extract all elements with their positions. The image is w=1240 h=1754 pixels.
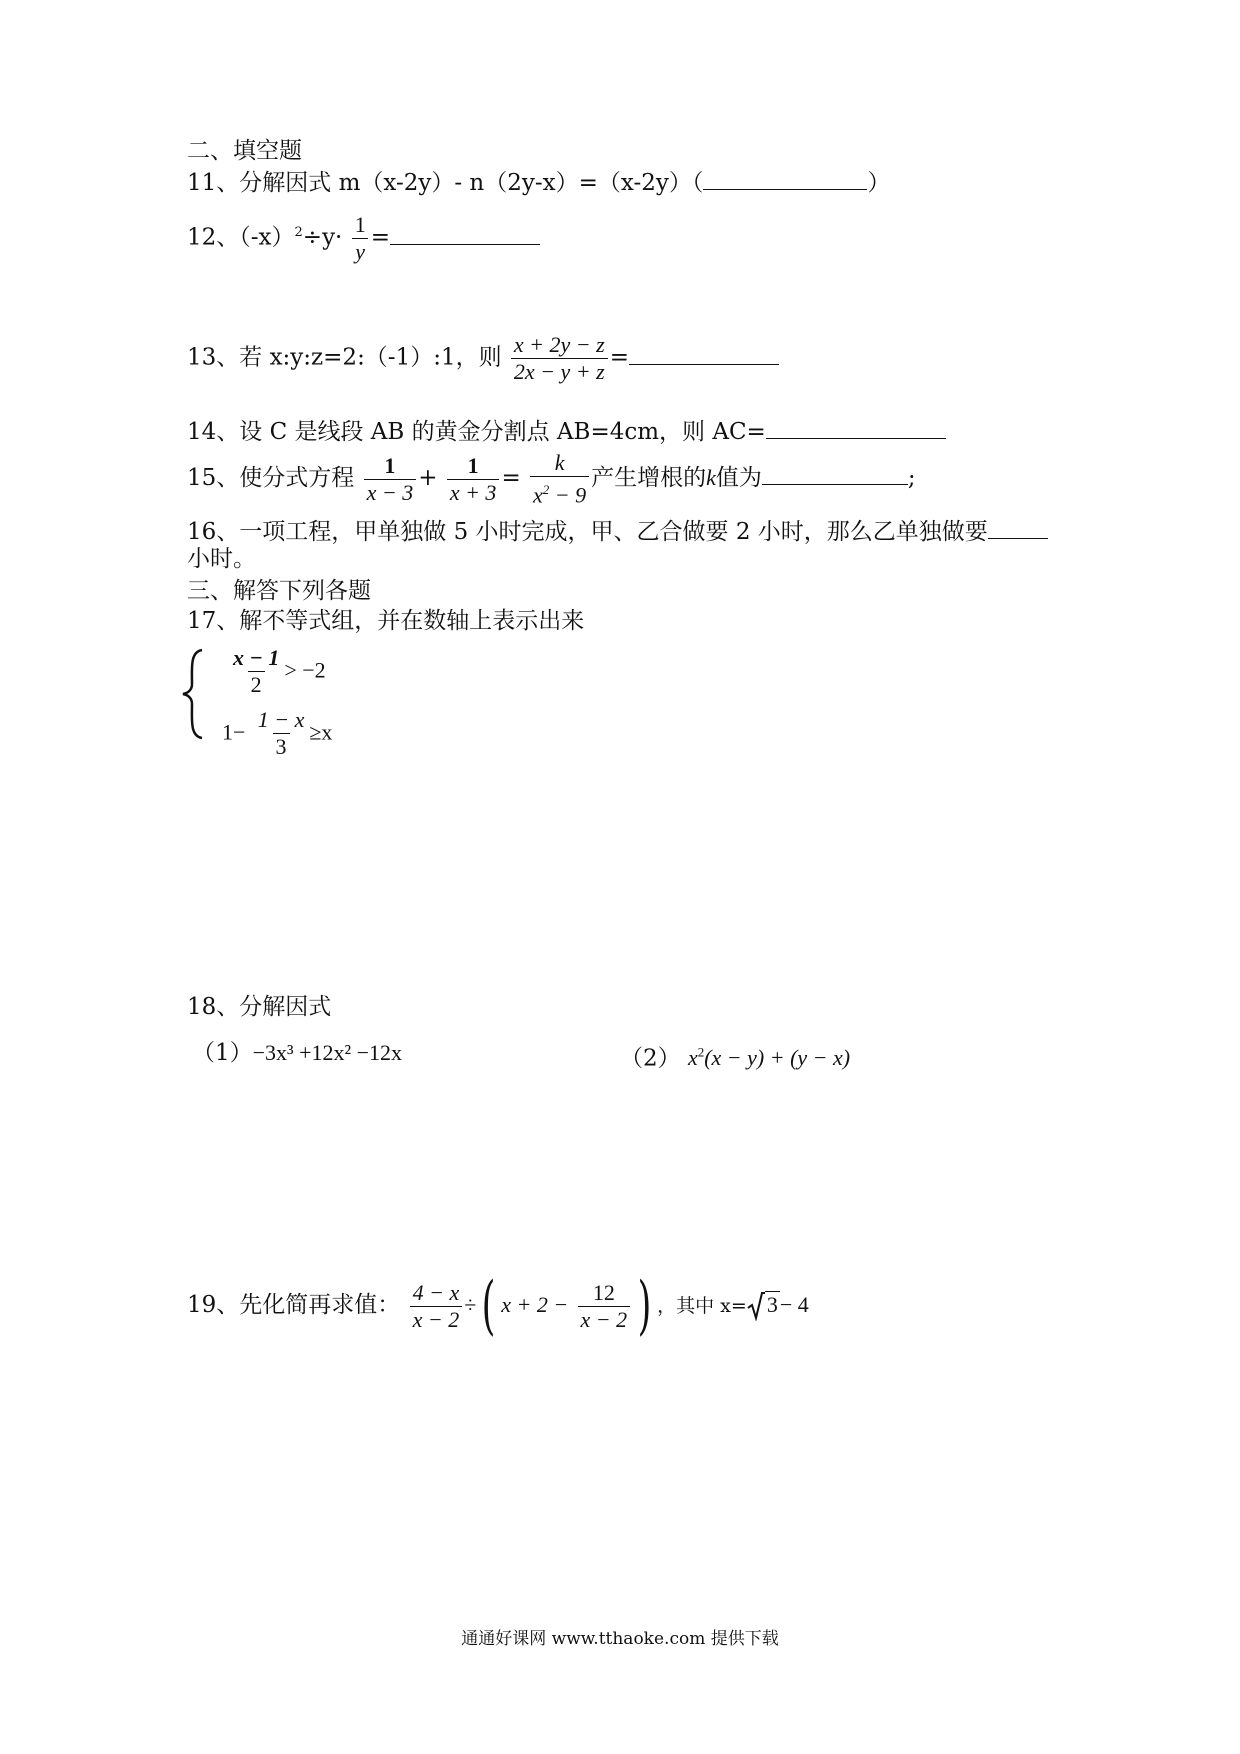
left-brace-icon (180, 648, 208, 740)
question-15-fraction-1 (364, 453, 417, 506)
square-root-icon (747, 1291, 765, 1321)
question-16-text: 16、一项工程，甲单独做 5 小时完成，甲、乙合做要 2 小时，那么乙单独做要 (187, 519, 988, 545)
question-19-minus-4: − 4 (779, 1292, 809, 1317)
question-16-line-2: 小时。 (187, 546, 256, 572)
answer-blank-16[interactable] (988, 516, 1048, 539)
inequality-1-fraction (230, 645, 282, 698)
question-19-f2-den: x − 2 (578, 1306, 631, 1333)
question-19-inner: x + 2 − (501, 1292, 569, 1317)
question-12-eq: = (370, 224, 390, 251)
section-2-title: 二、填空题 (187, 138, 302, 164)
question-12-num: 1 (354, 212, 366, 237)
question-12-prefix: 12、（-x） (187, 224, 295, 251)
inequality-row-2 (222, 707, 332, 760)
question-15-prefix: 15、使分式方程 (187, 465, 355, 492)
question-19 (187, 1269, 809, 1343)
question-15-eq: = (501, 465, 521, 492)
question-15-fraction-2 (447, 453, 500, 506)
answer-blank-11[interactable] (703, 167, 867, 190)
question-11-close: ） (867, 170, 891, 196)
answer-blank-14[interactable] (766, 416, 946, 439)
question-15-end: ; (907, 465, 916, 492)
question-19-divide: ÷ (464, 1292, 477, 1317)
answer-blank-12[interactable] (390, 222, 540, 245)
inequality-2-num: 1 − x (257, 707, 305, 732)
inequality-2-fraction (255, 707, 308, 760)
part-2-x: x (687, 1045, 698, 1071)
inequality-2-pre: 1− (222, 719, 246, 745)
footer-text: 通通好课网 www.tthaoke.com 提供下载 (461, 1629, 779, 1649)
question-14-text: 14、设 C 是线段 AB 的黄金分割点 AB=4cm，则 AC= (187, 419, 766, 445)
question-15-f2-den: x + 3 (447, 479, 500, 506)
question-13-fraction (511, 332, 608, 385)
inequality-1-relation: > −2 (284, 657, 326, 683)
question-14 (187, 416, 946, 447)
question-15-f1-num: 1 (384, 452, 396, 478)
part-2-expression (688, 1045, 850, 1070)
question-15-f1-den: x − 3 (364, 479, 417, 506)
question-12 (187, 212, 540, 265)
question-15-f3-den-b: − 9 (549, 482, 587, 508)
question-17: 17、解不等式组，并在数轴上表示出来 (187, 608, 585, 634)
question-15-f3-den-a: x (533, 482, 543, 508)
question-13-eq: = (609, 344, 629, 371)
question-15 (187, 450, 916, 508)
question-13-den: 2x − y + z (511, 358, 608, 385)
question-19-f1-den: x − 2 (410, 1306, 463, 1333)
question-11-text: 11、分解因式 m（x-2y）- n（2y-x）=（x-2y）（ (187, 170, 704, 196)
inequality-2-relation: ≥x (309, 719, 333, 745)
question-15-f3-den-exp: 2 (542, 482, 550, 497)
question-15-f3-den (530, 476, 589, 508)
question-13-num: x + 2y − z (513, 332, 605, 357)
part-2-rest: (x − y) + (y − x) (704, 1045, 851, 1071)
question-18: 18、分解因式 (187, 994, 332, 1020)
part-1-label: （1） (192, 1040, 253, 1066)
question-19-root: 3 (766, 1292, 778, 1317)
inequality-1-den: 2 (248, 671, 265, 698)
inequality-2-den: 3 (273, 733, 290, 760)
answer-blank-15[interactable] (762, 462, 908, 485)
question-19-prefix: 19、先化简再求值： (187, 1292, 401, 1318)
question-12-exponent: 2 (294, 224, 303, 240)
question-19-fraction-2 (578, 1280, 631, 1333)
question-15-fraction-3 (530, 450, 589, 508)
question-15-f3-num: k (554, 450, 565, 475)
question-19-f2-num: 12 (592, 1279, 615, 1305)
question-15-f2-num: 1 (467, 452, 479, 478)
question-19-where: ，其中 x= (657, 1295, 747, 1317)
question-12-den: y (352, 238, 368, 265)
part-2-label: （2） (620, 1045, 681, 1072)
question-11 (187, 167, 890, 198)
inequality-1-num: x − 1 (233, 645, 280, 670)
question-18-part-1 (192, 1038, 402, 1068)
question-16-line-1 (187, 516, 1048, 547)
part-1-expression: −3x³ +12x² −12x (252, 1040, 403, 1065)
question-15-suffix-b: 值为 (715, 465, 762, 492)
question-15-plus: + (418, 465, 438, 492)
section-3-title: 三、解答下列各题 (187, 578, 371, 604)
question-13-prefix: 13、若 x:y:z=2:（-1）:1，则 (187, 344, 502, 371)
part-2-exponent: 2 (697, 1045, 705, 1060)
question-12-fraction (352, 212, 369, 265)
question-12-mid: ÷y· (302, 224, 343, 251)
question-13 (187, 332, 779, 385)
question-19-fraction-1 (410, 1280, 463, 1333)
question-18-part-2 (620, 1038, 850, 1073)
right-paren-icon: ) (637, 1269, 652, 1343)
answer-blank-13[interactable] (629, 342, 779, 365)
question-15-k: k (706, 465, 716, 491)
inequality-row-1 (228, 645, 326, 698)
question-15-suffix-a: 产生增根的 (591, 465, 707, 492)
left-paren-icon: ( (481, 1269, 496, 1343)
question-19-f1-num: 4 − x (412, 1279, 460, 1305)
